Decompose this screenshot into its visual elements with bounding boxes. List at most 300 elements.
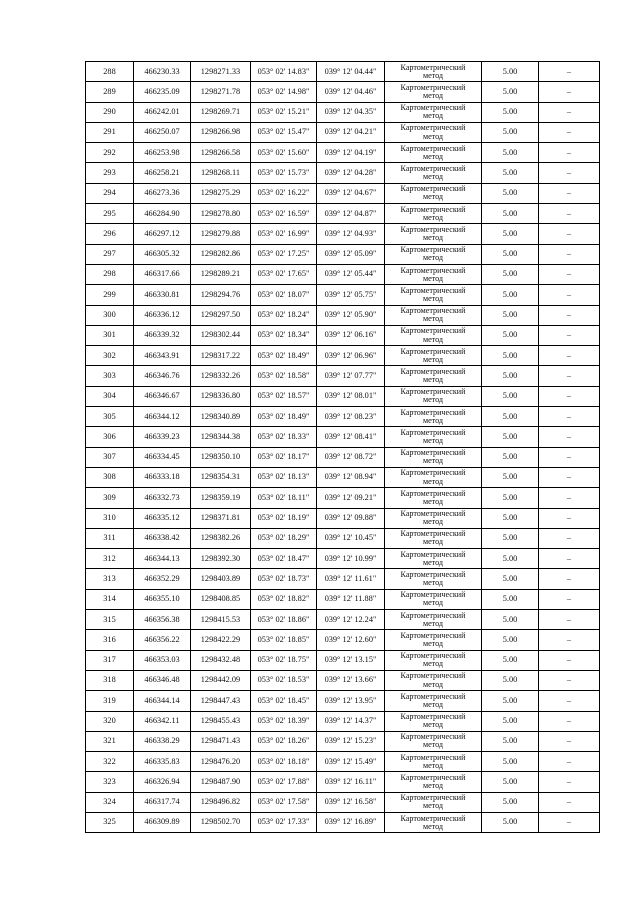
point-number-cell: 306 [86, 427, 134, 447]
accuracy-cell: 5.00 [482, 711, 539, 731]
x-coordinate-cell: 466335.12 [134, 508, 191, 528]
table-row [86, 264, 600, 284]
note-cell: – [539, 285, 600, 305]
accuracy-cell: 5.00 [482, 244, 539, 264]
point-number-cell: 319 [86, 691, 134, 711]
point-number-cell: 315 [86, 610, 134, 630]
x-coordinate-cell: 466334.45 [134, 447, 191, 467]
x-coordinate-cell: 466273.36 [134, 183, 191, 203]
longitude-cell: 039° 12' 08.94" [317, 467, 385, 487]
table-row [86, 102, 600, 122]
note-cell: – [539, 427, 600, 447]
accuracy-cell: 5.00 [482, 488, 539, 508]
note-cell: – [539, 62, 600, 82]
latitude-cell: 053° 02' 18.33" [251, 427, 317, 447]
y-coordinate-cell: 1298455.43 [191, 711, 251, 731]
x-coordinate-cell: 466333.18 [134, 467, 191, 487]
latitude-cell: 053° 02' 17.58" [251, 792, 317, 812]
point-number-cell: 321 [86, 731, 134, 751]
method-cell [385, 122, 482, 142]
longitude-cell: 039° 12' 04.67" [317, 183, 385, 203]
note-cell: – [539, 305, 600, 325]
method-line: Картометрический [400, 184, 466, 194]
latitude-cell: 053° 02' 17.25" [251, 244, 317, 264]
accuracy-cell: 5.00 [482, 610, 539, 630]
method-cell [385, 386, 482, 406]
note-cell: – [539, 691, 600, 711]
longitude-cell: 039° 12' 10.99" [317, 549, 385, 569]
method-line: метод [422, 801, 444, 811]
table-row [86, 82, 600, 102]
longitude-cell: 039° 12' 14.37" [317, 711, 385, 731]
x-coordinate-cell: 466356.38 [134, 610, 191, 630]
accuracy-cell: 5.00 [482, 589, 539, 609]
method-line: метод [422, 151, 444, 161]
latitude-cell: 053° 02' 15.60" [251, 143, 317, 163]
note-cell: – [539, 488, 600, 508]
method-cell [385, 549, 482, 569]
y-coordinate-cell: 1298278.80 [191, 204, 251, 224]
method-line: метод [422, 537, 444, 547]
method-line: метод [422, 456, 444, 466]
point-number-cell: 308 [86, 467, 134, 487]
latitude-cell: 053° 02' 16.99" [251, 224, 317, 244]
point-number-cell: 291 [86, 122, 134, 142]
method-line: Картометрический [400, 630, 466, 640]
accuracy-cell: 5.00 [482, 264, 539, 284]
method-line: Картометрический [400, 326, 466, 336]
method-line: Картометрический [400, 164, 466, 174]
point-number-cell: 288 [86, 62, 134, 82]
accuracy-cell: 5.00 [482, 691, 539, 711]
point-number-cell: 296 [86, 224, 134, 244]
x-coordinate-cell: 466284.90 [134, 204, 191, 224]
latitude-cell: 053° 02' 18.29" [251, 528, 317, 548]
accuracy-cell: 5.00 [482, 407, 539, 427]
point-number-cell: 297 [86, 244, 134, 264]
point-number-cell: 314 [86, 589, 134, 609]
method-line: Картометрический [400, 732, 466, 742]
point-number-cell: 300 [86, 305, 134, 325]
method-line: метод [422, 131, 444, 141]
method-line: метод [422, 415, 444, 425]
method-cell [385, 447, 482, 467]
point-number-cell: 317 [86, 650, 134, 670]
note-cell: – [539, 467, 600, 487]
note-cell: – [539, 346, 600, 366]
method-line: метод [422, 435, 444, 445]
y-coordinate-cell: 1298432.48 [191, 650, 251, 670]
y-coordinate-cell: 1298302.44 [191, 325, 251, 345]
method-cell [385, 325, 482, 345]
accuracy-cell: 5.00 [482, 812, 539, 832]
method-line: Картометрический [400, 569, 466, 579]
method-cell [385, 62, 482, 82]
table-row [86, 427, 600, 447]
latitude-cell: 053° 02' 15.73" [251, 163, 317, 183]
table-row [86, 752, 600, 772]
point-number-cell: 318 [86, 670, 134, 690]
accuracy-cell: 5.00 [482, 62, 539, 82]
note-cell: – [539, 711, 600, 731]
x-coordinate-cell: 466317.66 [134, 264, 191, 284]
point-number-cell: 313 [86, 569, 134, 589]
method-line: метод [422, 821, 444, 831]
x-coordinate-cell: 466353.03 [134, 650, 191, 670]
note-cell: – [539, 264, 600, 284]
note-cell: – [539, 731, 600, 751]
x-coordinate-cell: 466297.12 [134, 224, 191, 244]
note-cell: – [539, 386, 600, 406]
method-cell [385, 670, 482, 690]
method-line: Картометрический [400, 468, 466, 478]
table-row [86, 163, 600, 183]
y-coordinate-cell: 1298289.21 [191, 264, 251, 284]
method-cell [385, 630, 482, 650]
method-line: метод [422, 578, 444, 588]
method-line: метод [422, 598, 444, 608]
method-line: метод [422, 253, 444, 263]
method-line: метод [422, 273, 444, 283]
table-row [86, 244, 600, 264]
x-coordinate-cell: 466332.73 [134, 488, 191, 508]
latitude-cell: 053° 02' 18.11" [251, 488, 317, 508]
accuracy-cell: 5.00 [482, 102, 539, 122]
method-line: Картометрический [400, 793, 466, 803]
accuracy-cell: 5.00 [482, 508, 539, 528]
table-row [86, 62, 600, 82]
table-row [86, 407, 600, 427]
point-number-cell: 294 [86, 183, 134, 203]
note-cell: – [539, 82, 600, 102]
table-row [86, 711, 600, 731]
note-cell: – [539, 244, 600, 264]
y-coordinate-cell: 1298294.76 [191, 285, 251, 305]
method-line: метод [422, 476, 444, 486]
point-number-cell: 303 [86, 366, 134, 386]
accuracy-cell: 5.00 [482, 427, 539, 447]
point-number-cell: 302 [86, 346, 134, 366]
x-coordinate-cell: 466230.33 [134, 62, 191, 82]
x-coordinate-cell: 466317.74 [134, 792, 191, 812]
latitude-cell: 053° 02' 18.18" [251, 752, 317, 772]
table-row [86, 772, 600, 792]
y-coordinate-cell: 1298415.53 [191, 610, 251, 630]
latitude-cell: 053° 02' 14.83" [251, 62, 317, 82]
table-row [86, 346, 600, 366]
method-line: Картометрический [400, 427, 466, 437]
table-row [86, 366, 600, 386]
method-cell [385, 752, 482, 772]
method-cell [385, 792, 482, 812]
method-line: Картометрический [400, 245, 466, 255]
y-coordinate-cell: 1298271.33 [191, 62, 251, 82]
note-cell: – [539, 589, 600, 609]
accuracy-cell: 5.00 [482, 325, 539, 345]
note-cell: – [539, 508, 600, 528]
y-coordinate-cell: 1298266.58 [191, 143, 251, 163]
table-row [86, 812, 600, 832]
method-line: Картометрический [400, 407, 466, 417]
note-cell: – [539, 772, 600, 792]
accuracy-cell: 5.00 [482, 163, 539, 183]
longitude-cell: 039° 12' 05.44" [317, 264, 385, 284]
latitude-cell: 053° 02' 16.59" [251, 204, 317, 224]
x-coordinate-cell: 466242.01 [134, 102, 191, 122]
y-coordinate-cell: 1298279.88 [191, 224, 251, 244]
longitude-cell: 039° 12' 16.11" [317, 772, 385, 792]
method-cell [385, 711, 482, 731]
note-cell: – [539, 183, 600, 203]
method-line: Картометрический [400, 772, 466, 782]
method-line: Картометрический [400, 488, 466, 498]
accuracy-cell: 5.00 [482, 630, 539, 650]
latitude-cell: 053° 02' 18.47" [251, 549, 317, 569]
longitude-cell: 039° 12' 04.19" [317, 143, 385, 163]
point-number-cell: 325 [86, 812, 134, 832]
latitude-cell: 053° 02' 15.47" [251, 122, 317, 142]
point-number-cell: 322 [86, 752, 134, 772]
y-coordinate-cell: 1298496.82 [191, 792, 251, 812]
latitude-cell: 053° 02' 18.49" [251, 407, 317, 427]
method-line: Картометрический [400, 387, 466, 397]
method-line: метод [422, 638, 444, 648]
y-coordinate-cell: 1298447.43 [191, 691, 251, 711]
note-cell: – [539, 366, 600, 386]
longitude-cell: 039° 12' 09.88" [317, 508, 385, 528]
latitude-cell: 053° 02' 18.07" [251, 285, 317, 305]
method-line: метод [422, 172, 444, 182]
method-cell [385, 285, 482, 305]
method-line: Картометрический [400, 509, 466, 519]
accuracy-cell: 5.00 [482, 569, 539, 589]
x-coordinate-cell: 466342.11 [134, 711, 191, 731]
note-cell: – [539, 569, 600, 589]
method-line: Картометрический [400, 265, 466, 275]
latitude-cell: 053° 02' 17.65" [251, 264, 317, 284]
x-coordinate-cell: 466250.07 [134, 122, 191, 142]
longitude-cell: 039° 12' 09.21" [317, 488, 385, 508]
latitude-cell: 053° 02' 18.75" [251, 650, 317, 670]
point-number-cell: 295 [86, 204, 134, 224]
method-line: Картометрический [400, 691, 466, 701]
point-number-cell: 301 [86, 325, 134, 345]
longitude-cell: 039° 12' 04.28" [317, 163, 385, 183]
longitude-cell: 039° 12' 13.66" [317, 670, 385, 690]
accuracy-cell: 5.00 [482, 305, 539, 325]
method-line: метод [422, 111, 444, 121]
x-coordinate-cell: 466355.10 [134, 589, 191, 609]
accuracy-cell: 5.00 [482, 386, 539, 406]
accuracy-cell: 5.00 [482, 650, 539, 670]
y-coordinate-cell: 1298442.09 [191, 670, 251, 690]
method-line: Картометрический [400, 610, 466, 620]
method-line: Картометрический [400, 103, 466, 113]
latitude-cell: 053° 02' 18.53" [251, 670, 317, 690]
method-line: Картометрический [400, 448, 466, 458]
method-cell [385, 264, 482, 284]
method-line: метод [422, 293, 444, 303]
x-coordinate-cell: 466338.29 [134, 731, 191, 751]
x-coordinate-cell: 466352.29 [134, 569, 191, 589]
point-number-cell: 312 [86, 549, 134, 569]
note-cell: – [539, 670, 600, 690]
y-coordinate-cell: 1298487.90 [191, 772, 251, 792]
x-coordinate-cell: 466258.21 [134, 163, 191, 183]
method-line: Картометрический [400, 346, 466, 356]
latitude-cell: 053° 02' 18.49" [251, 346, 317, 366]
method-line: Картометрический [400, 712, 466, 722]
y-coordinate-cell: 1298336.80 [191, 386, 251, 406]
table-row [86, 447, 600, 467]
x-coordinate-cell: 466326.94 [134, 772, 191, 792]
note-cell: – [539, 549, 600, 569]
method-cell [385, 366, 482, 386]
y-coordinate-cell: 1298502.70 [191, 812, 251, 832]
table-row [86, 691, 600, 711]
method-cell [385, 427, 482, 447]
y-coordinate-cell: 1298403.89 [191, 569, 251, 589]
note-cell: – [539, 630, 600, 650]
y-coordinate-cell: 1298268.11 [191, 163, 251, 183]
longitude-cell: 039° 12' 04.93" [317, 224, 385, 244]
y-coordinate-cell: 1298359.19 [191, 488, 251, 508]
latitude-cell: 053° 02' 16.22" [251, 183, 317, 203]
latitude-cell: 053° 02' 18.85" [251, 630, 317, 650]
latitude-cell: 053° 02' 18.58" [251, 366, 317, 386]
y-coordinate-cell: 1298371.81 [191, 508, 251, 528]
accuracy-cell: 5.00 [482, 731, 539, 751]
table-row [86, 731, 600, 751]
point-number-cell: 316 [86, 630, 134, 650]
y-coordinate-cell: 1298354.31 [191, 467, 251, 487]
table-row [86, 650, 600, 670]
point-number-cell: 310 [86, 508, 134, 528]
table-row [86, 670, 600, 690]
x-coordinate-cell: 466338.42 [134, 528, 191, 548]
note-cell: – [539, 407, 600, 427]
table-row [86, 143, 600, 163]
table-body [86, 62, 600, 833]
x-coordinate-cell: 466356.22 [134, 630, 191, 650]
latitude-cell: 053° 02' 18.26" [251, 731, 317, 751]
x-coordinate-cell: 466309.89 [134, 812, 191, 832]
note-cell: – [539, 163, 600, 183]
y-coordinate-cell: 1298332.26 [191, 366, 251, 386]
latitude-cell: 053° 02' 18.13" [251, 467, 317, 487]
table-row [86, 589, 600, 609]
note-cell: – [539, 224, 600, 244]
method-line: Картометрический [400, 285, 466, 295]
table-row [86, 224, 600, 244]
latitude-cell: 053° 02' 18.17" [251, 447, 317, 467]
longitude-cell: 039° 12' 04.44" [317, 62, 385, 82]
table-row [86, 630, 600, 650]
note-cell: – [539, 812, 600, 832]
accuracy-cell: 5.00 [482, 792, 539, 812]
accuracy-cell: 5.00 [482, 772, 539, 792]
method-cell [385, 163, 482, 183]
y-coordinate-cell: 1298282.86 [191, 244, 251, 264]
table-row [86, 325, 600, 345]
method-line: Картометрический [400, 671, 466, 681]
method-cell [385, 183, 482, 203]
method-cell [385, 650, 482, 670]
point-number-cell: 299 [86, 285, 134, 305]
method-line: метод [422, 659, 444, 669]
method-line: Картометрический [400, 224, 466, 234]
latitude-cell: 053° 02' 17.33" [251, 812, 317, 832]
y-coordinate-cell: 1298422.29 [191, 630, 251, 650]
longitude-cell: 039° 12' 16.58" [317, 792, 385, 812]
method-cell [385, 528, 482, 548]
point-number-cell: 307 [86, 447, 134, 467]
method-line: Картометрический [400, 590, 466, 600]
method-line: метод [422, 375, 444, 385]
table-row [86, 183, 600, 203]
point-number-cell: 320 [86, 711, 134, 731]
method-line: метод [422, 233, 444, 243]
method-line: метод [422, 720, 444, 730]
x-coordinate-cell: 466235.09 [134, 82, 191, 102]
method-line: метод [422, 192, 444, 202]
method-line: метод [422, 70, 444, 80]
longitude-cell: 039° 12' 08.41" [317, 427, 385, 447]
coordinates-table [85, 61, 600, 833]
method-line: метод [422, 679, 444, 689]
method-line: метод [422, 699, 444, 709]
x-coordinate-cell: 466343.91 [134, 346, 191, 366]
method-cell [385, 569, 482, 589]
accuracy-cell: 5.00 [482, 346, 539, 366]
y-coordinate-cell: 1298271.78 [191, 82, 251, 102]
method-cell [385, 224, 482, 244]
method-line: Картометрический [400, 529, 466, 539]
note-cell: – [539, 752, 600, 772]
note-cell: – [539, 122, 600, 142]
longitude-cell: 039° 12' 10.45" [317, 528, 385, 548]
method-line: Картометрический [400, 367, 466, 376]
method-cell [385, 102, 482, 122]
longitude-cell: 039° 12' 08.23" [317, 407, 385, 427]
table-row [86, 508, 600, 528]
longitude-cell: 039° 12' 05.09" [317, 244, 385, 264]
accuracy-cell: 5.00 [482, 285, 539, 305]
method-cell [385, 143, 482, 163]
y-coordinate-cell: 1298476.20 [191, 752, 251, 772]
accuracy-cell: 5.00 [482, 549, 539, 569]
longitude-cell: 039° 12' 06.16" [317, 325, 385, 345]
longitude-cell: 039° 12' 05.90" [317, 305, 385, 325]
method-cell [385, 407, 482, 427]
latitude-cell: 053° 02' 14.98" [251, 82, 317, 102]
method-line: Картометрический [400, 62, 466, 72]
latitude-cell: 053° 02' 18.39" [251, 711, 317, 731]
y-coordinate-cell: 1298275.29 [191, 183, 251, 203]
note-cell: – [539, 610, 600, 630]
x-coordinate-cell: 466344.13 [134, 549, 191, 569]
table-row [86, 569, 600, 589]
longitude-cell: 039° 12' 12.24" [317, 610, 385, 630]
accuracy-cell: 5.00 [482, 366, 539, 386]
note-cell: – [539, 102, 600, 122]
note-cell: – [539, 325, 600, 345]
longitude-cell: 039° 12' 04.21" [317, 122, 385, 142]
method-line: Картометрический [400, 549, 466, 559]
table-row [86, 488, 600, 508]
method-line: метод [422, 760, 444, 770]
longitude-cell: 039° 12' 05.75" [317, 285, 385, 305]
